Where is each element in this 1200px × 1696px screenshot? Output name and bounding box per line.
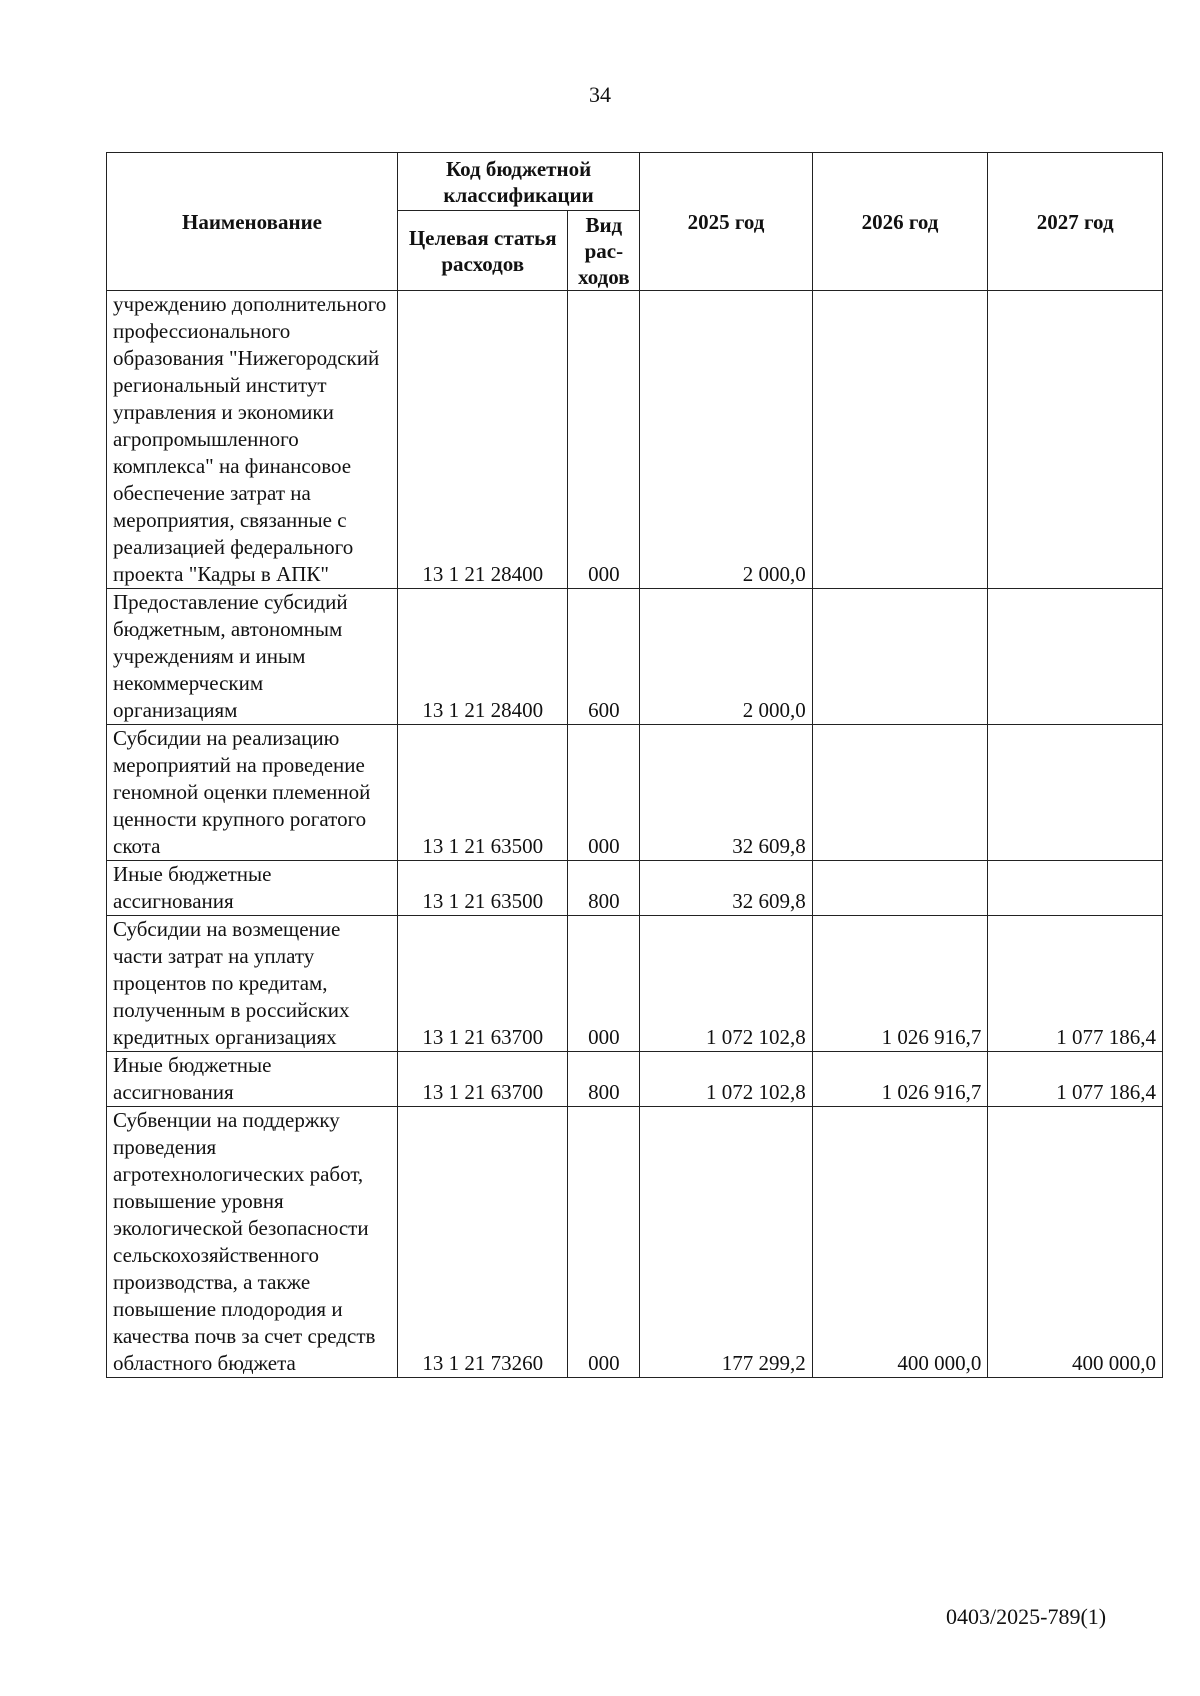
row-value-2027: 1 077 186,4	[988, 1052, 1163, 1107]
row-value-2027	[988, 861, 1163, 916]
page-number: 34	[589, 82, 611, 107]
table-row	[107, 291, 1163, 589]
table-row	[107, 1052, 1163, 1107]
row-value-2026	[812, 861, 988, 916]
table-row	[107, 725, 1163, 861]
header-name: Наименование	[107, 153, 398, 291]
header-expense-kind: Вид рас-ходов	[568, 211, 640, 291]
row-value-2025: 177 299,2	[640, 1107, 813, 1378]
row-target-article: 13 1 21 73260	[398, 1107, 568, 1378]
row-value-2025: 32 609,8	[640, 725, 813, 861]
row-value-2026	[812, 589, 988, 725]
row-value-2026: 1 026 916,7	[812, 1052, 988, 1107]
row-value-2026: 1 026 916,7	[812, 916, 988, 1052]
row-value-2025: 2 000,0	[640, 291, 813, 589]
row-expense-kind: 000	[568, 725, 640, 861]
row-value-2027	[988, 725, 1163, 861]
row-target-article: 13 1 21 28400	[398, 589, 568, 725]
row-expense-kind: 800	[568, 1052, 640, 1107]
row-target-article: 13 1 21 28400	[398, 291, 568, 589]
row-expense-kind: 000	[568, 291, 640, 589]
budget-table	[106, 152, 1163, 1378]
row-name: Иные бюджетные ассигнования	[107, 1052, 398, 1107]
row-target-article: 13 1 21 63700	[398, 916, 568, 1052]
table-row	[107, 589, 1163, 725]
row-value-2025: 32 609,8	[640, 861, 813, 916]
header-2026: 2026 год	[812, 153, 988, 291]
row-value-2026	[812, 725, 988, 861]
row-expense-kind: 600	[568, 589, 640, 725]
row-value-2027: 1 077 186,4	[988, 916, 1163, 1052]
header-2025: 2025 год	[640, 153, 813, 291]
table-header	[107, 153, 1163, 291]
row-expense-kind: 000	[568, 1107, 640, 1378]
row-name: учреждению дополнительного профессионального образования "Нижегородский региональный институт управления и экономики агропромышленного комплекса" на финансовое обеспечение затрат на мероприятия, связанные с реализацией федерального проекта "Кадры в АПК"	[107, 291, 398, 589]
table-body	[107, 291, 1163, 1378]
row-name: Иные бюджетные ассигнования	[107, 861, 398, 916]
row-target-article: 13 1 21 63700	[398, 1052, 568, 1107]
row-expense-kind: 800	[568, 861, 640, 916]
row-value-2027	[988, 589, 1163, 725]
row-value-2025: 1 072 102,8	[640, 916, 813, 1052]
row-value-2027	[988, 291, 1163, 589]
row-value-2025: 1 072 102,8	[640, 1052, 813, 1107]
row-value-2025: 2 000,0	[640, 589, 813, 725]
table-row	[107, 916, 1163, 1052]
document-code: 0403/2025-789(1)	[946, 1604, 1107, 1629]
row-value-2026: 400 000,0	[812, 1107, 988, 1378]
row-value-2027: 400 000,0	[988, 1107, 1163, 1378]
table-row	[107, 861, 1163, 916]
row-value-2026	[812, 291, 988, 589]
row-target-article: 13 1 21 63500	[398, 861, 568, 916]
table-row	[107, 1107, 1163, 1378]
header-2027: 2027 год	[988, 153, 1163, 291]
row-name: Субсидии на возмещение части затрат на уплату процентов по кредитам, полученным в российских кредитных организациях	[107, 916, 398, 1052]
row-expense-kind: 000	[568, 916, 640, 1052]
header-target-article: Целевая статья расходов	[398, 211, 568, 291]
row-name: Субсидии на реализацию мероприятий на проведение геномной оценки племенной ценности крупного рогатого скота	[107, 725, 398, 861]
header-kbk: Код бюджетной классификации	[398, 153, 640, 211]
row-name: Предоставление субсидий бюджетным, автономным учреждениям и иным некоммерческим организациям	[107, 589, 398, 725]
row-name: Субвенции на поддержку проведения агротехнологических работ, повышение уровня экологической безопасности сельскохозяйственного производства, а также повышение плодородия и качества почв за счет средств областного бюджета	[107, 1107, 398, 1378]
row-target-article: 13 1 21 63500	[398, 725, 568, 861]
